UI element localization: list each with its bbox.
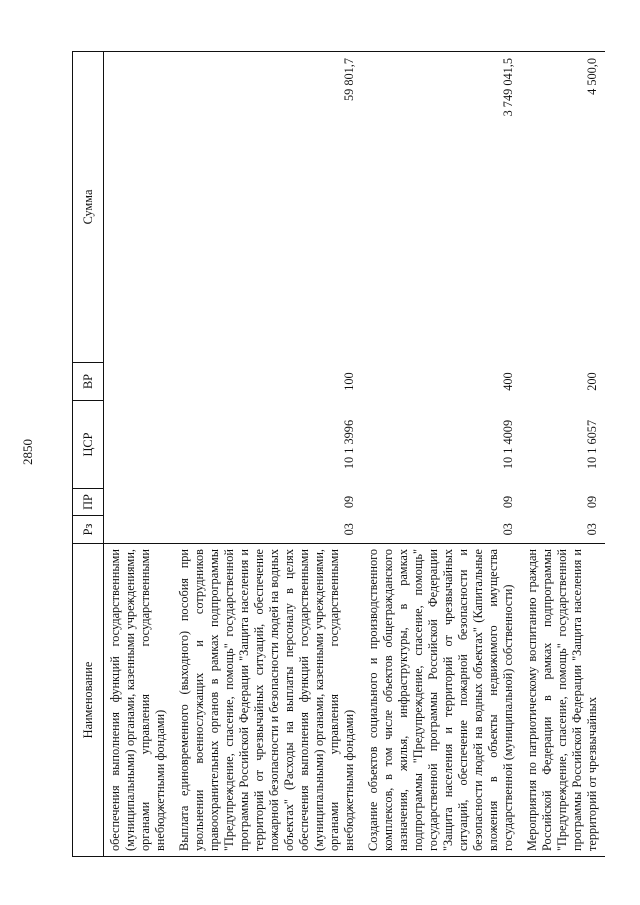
row-pr: 09 — [585, 495, 599, 509]
row-rz: 03 — [585, 523, 599, 536]
header-vr: ВР — [73, 363, 104, 401]
row-pr: 09 — [501, 495, 515, 509]
row-rz: 03 — [342, 523, 356, 536]
row-pr: 09 — [342, 495, 356, 509]
budget-table — [72, 51, 605, 857]
row-csr: 10 1 3996 — [342, 419, 356, 470]
row-rz: 03 — [501, 523, 515, 536]
table-row — [362, 52, 521, 857]
row-rz — [104, 516, 174, 544]
page-number: 2850 — [20, 439, 35, 465]
row-pr — [104, 489, 174, 516]
row-sum: 3 749 041,5 — [362, 52, 521, 363]
row-csr: 10 1 6057 — [585, 419, 599, 470]
row-csr: 10 1 4009 — [501, 419, 515, 470]
table-row — [173, 52, 362, 857]
row-vr — [104, 363, 174, 401]
row-csr — [104, 401, 174, 489]
row-name: обеспечения выполнения функций государственными (муниципальными) органами, казенными учреждениями, органами управления государственными внебюджетными фондами) — [104, 544, 174, 857]
table-row — [104, 52, 174, 857]
row-sum — [104, 52, 174, 363]
table-header-row — [73, 52, 104, 857]
row-name: Выплата единовременного (выходного) пособия при увольнении военнослужащих и сотрудников правоохранительных органов в рамках подпрограммы "Предупреждение, спасение, помощь" государственной программы Российской Федерации "Защита населения и территорий от чрезвычайных ситуаций, обеспечение пожарной безопасности и безопасности людей на водных объектах" (Расходы на выплаты персоналу в целях обеспечения выполнения функций государственными (муниципальными) органами, казенными учреждениями, органами управления государственными внебюджетными фондами) — [173, 544, 362, 857]
row-sum: 59 801,7 — [173, 52, 362, 363]
header-pr: ПР — [73, 489, 104, 516]
header-sum: Сумма — [73, 52, 104, 363]
row-vr: 400 — [501, 372, 515, 391]
row-vr: 100 — [342, 372, 356, 391]
row-name: Создание объектов социального и производственного комплексов, в том числе объектов общегражданского назначения, жилья, инфраструктуры, в рамках подпрограммы "Предупреждение, спасение, помощь" государственной программы Российской Федерации "Защита населения и территорий от чрезвычайных ситуаций, обеспечение пожарной безопасности и безопасности людей на водных объектах" (Капитальные вложения в объекты недвижимого имущества государственной (муниципальной) собственности) — [362, 544, 521, 857]
row-sum: 4 500,0 — [521, 52, 605, 363]
rotated-page-content — [72, 52, 620, 857]
header-name: Наименование — [73, 544, 104, 857]
row-name: Мероприятия по патриотическому воспитанию граждан Российской Федерации в рамках подпрограммы "Предупреждение, спасение, помощь" государственной программы Российской Федерации "Защита населения и территорий от чрезвычайных — [521, 544, 605, 857]
header-rz: Рз — [73, 516, 104, 544]
header-csr: ЦСР — [73, 401, 104, 489]
row-vr: 200 — [585, 372, 599, 391]
table-row — [521, 52, 605, 857]
